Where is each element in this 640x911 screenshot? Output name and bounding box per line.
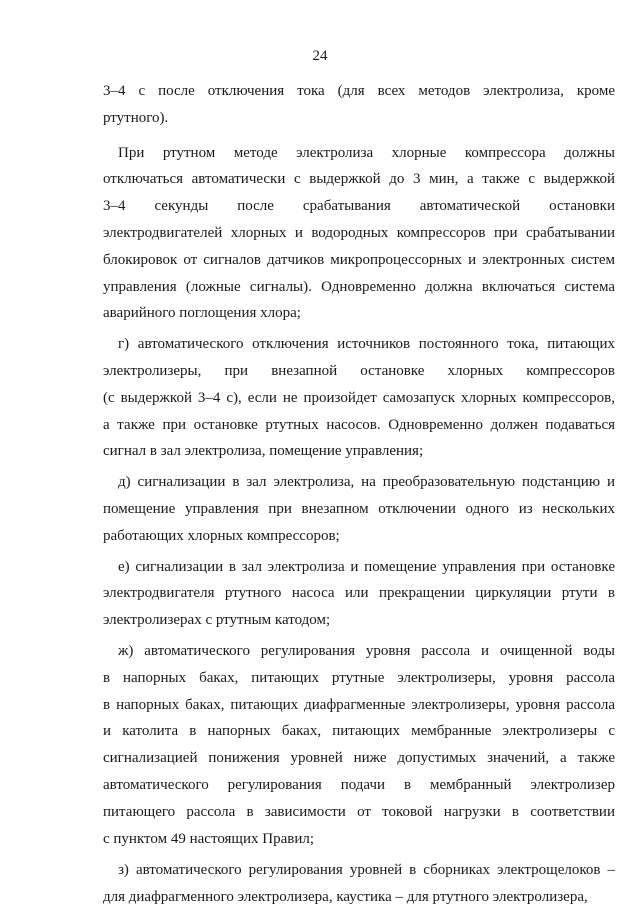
text-line: а также при остановке ртутных насосов. Одновременно должен подаваться xyxy=(103,416,615,433)
paragraph xyxy=(103,78,615,132)
text-line: с пунктом 49 настоящих Правил; xyxy=(103,830,315,847)
paragraph xyxy=(103,857,615,911)
text-line: е) сигнализации в зал электролиза и помещение управления при остановке xyxy=(118,558,615,575)
text-line: 3–4 с после отключения тока (для всех методов электролиза, кроме xyxy=(103,83,615,99)
text-line: ртутного). xyxy=(103,109,169,126)
text-line: управления (ложные сигналы). Одновременно должна включаться система xyxy=(103,278,615,295)
text-line: помещение управления при внезапном отключении одного из нескольких xyxy=(103,500,615,517)
text-line: для диафрагменного электролизера, каустика – для ртутного электролизера, xyxy=(103,889,588,906)
paragraph xyxy=(103,469,615,549)
paragraph xyxy=(103,638,615,852)
text-line: в напорных баках, питающих диафрагменные электролизеры, уровня рассола xyxy=(103,696,615,713)
text-line: з) автоматического регулирования уровней в сборниках электрощелоков – xyxy=(118,862,615,879)
document-body xyxy=(103,78,615,911)
page-number: 24 xyxy=(312,48,328,64)
text-line: ж) автоматического регулирования уровня рассола и очищенной воды xyxy=(118,642,615,659)
text-line: При ртутном методе электролиза хлорные компрессора должны xyxy=(118,144,615,161)
text-line: (с выдержкой 3–4 с), если не произойдет самозапуск хлорных компрессоров, xyxy=(103,389,615,406)
text-line: электродвигателей хлорных и водородных компрессоров при срабатывании xyxy=(103,224,615,241)
text-line: электролизерах с ртутным катодом; xyxy=(103,612,331,629)
text-line: автоматического регулирования подачи в мембранный электролизер xyxy=(103,776,615,793)
text-line: сигнализацией понижения уровней ниже допустимых значений, а также xyxy=(103,750,615,767)
text-line: и католита в напорных баках, питающих мембранные электролизеры с xyxy=(103,723,615,740)
text-line: блокировок от сигналов датчиков микропроцессорных и электронных систем xyxy=(103,251,615,268)
paragraph xyxy=(103,140,615,328)
text-line: 3–4 секунды после срабатывания автоматической остановки xyxy=(103,198,615,215)
paragraph xyxy=(103,554,615,634)
text-line: г) автоматического отключения источников постоянного тока, питающих xyxy=(118,336,615,353)
text-line: электродвигателя ртутного насоса или прекращении циркуляции ртути в xyxy=(103,585,615,602)
text-line: электролизеры, при внезапной остановке хлорных компрессоров xyxy=(103,362,615,379)
text-line: сигнал в зал электролиза, помещение управления; xyxy=(103,443,424,460)
text-line: работающих хлорных компрессоров; xyxy=(103,527,340,544)
text-line: д) сигнализации в зал электролиза, на преобразовательную подстанцию и xyxy=(118,474,615,491)
text-line: питающего рассола в зависимости от токовой нагрузки в соответствии xyxy=(103,803,615,820)
text-line: аварийного поглощения хлора; xyxy=(103,305,301,322)
text-line: отключаться автоматически с выдержкой до 3 мин, а также с выдержкой xyxy=(103,171,615,188)
text-line: в напорных баках, питающих ртутные электролизеры, уровня рассола xyxy=(103,669,615,686)
paragraph xyxy=(103,331,615,465)
